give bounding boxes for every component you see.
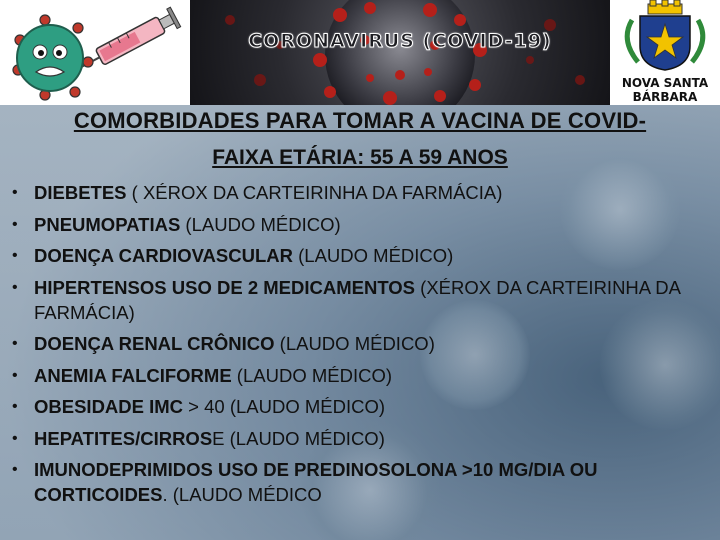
item-name: DIEBETES bbox=[34, 182, 127, 203]
list-item bbox=[10, 331, 710, 356]
bullet-icon: • bbox=[12, 184, 18, 201]
item-requirement: ( XÉROX DA CARTEIRINHA DA FARMÁCIA) bbox=[126, 182, 503, 203]
item-name: ANEMIA FALCIFORME bbox=[34, 364, 232, 386]
item-requirement: (XÉROX DA CARTEIRINHA DA FARMÁCIA) bbox=[34, 276, 680, 323]
item-name: HIPERTENSOS USO DE 2 MEDICAMENTOS bbox=[34, 276, 416, 298]
coat-of-arms-icon bbox=[610, 0, 720, 72]
item-requirement: (LAUDO MÉDICO) bbox=[293, 245, 454, 266]
list-item bbox=[10, 394, 710, 419]
list-item bbox=[10, 180, 710, 205]
logo-name-line2: BÁRBARA bbox=[632, 90, 698, 104]
list-item bbox=[10, 243, 710, 268]
item-name: PNEUMOPATIAS bbox=[34, 213, 181, 235]
list-item bbox=[10, 426, 710, 451]
item-name: IMUNODEPRIMIDOS USO DE PREDINOSOLONA >10 MG/DIA OU CORTICOIDES bbox=[34, 459, 598, 505]
comorbidities-list bbox=[10, 180, 710, 514]
cartoon-illustration bbox=[0, 0, 190, 105]
page-title: COMORBIDADES PARA TOMAR A VACINA DE COVID- bbox=[73, 108, 647, 133]
bullet-icon: • bbox=[12, 461, 18, 478]
banner-title: CORONAVIRUS (COVID-19) bbox=[248, 30, 552, 52]
item-requirement: (LAUDO MÉDICO) bbox=[274, 333, 435, 354]
item-requirement: E (LAUDO MÉDICO) bbox=[212, 427, 385, 449]
list-item bbox=[10, 363, 710, 388]
virus-syringe-icon bbox=[0, 0, 190, 105]
item-name: HEPATITES/CIRROS bbox=[34, 427, 213, 449]
logo-name-line1: NOVA SANTA bbox=[621, 76, 709, 90]
bullet-icon: • bbox=[12, 215, 18, 233]
item-requirement: > 40 (LAUDO MÉDICO) bbox=[183, 396, 386, 417]
coronavirus-image-icon bbox=[190, 0, 610, 105]
bullet-icon: • bbox=[12, 335, 18, 352]
municipal-logo bbox=[610, 0, 720, 105]
item-name: OBESIDADE IMC bbox=[34, 396, 184, 417]
top-banner bbox=[0, 0, 720, 105]
list-item bbox=[10, 212, 710, 237]
bullet-icon: • bbox=[12, 366, 18, 384]
bullet-icon: • bbox=[12, 278, 18, 296]
item-name: DOENÇA RENAL CRÔNICO bbox=[34, 333, 275, 354]
item-requirement: (LAUDO MÉDICO) bbox=[180, 213, 341, 235]
bullet-icon: • bbox=[12, 398, 18, 415]
bullet-icon: • bbox=[12, 247, 18, 264]
item-name: DOENÇA CARDIOVASCULAR bbox=[34, 245, 293, 266]
age-range-subtitle: FAIXA ETÁRIA: 55 A 59 ANOS bbox=[212, 146, 508, 169]
list-item bbox=[10, 457, 710, 507]
covid-banner bbox=[190, 0, 610, 105]
item-requirement: . (LAUDO MÉDICO bbox=[162, 484, 322, 505]
list-item bbox=[10, 275, 710, 325]
bullet-icon: • bbox=[12, 429, 18, 447]
item-requirement: (LAUDO MÉDICO) bbox=[231, 364, 393, 386]
